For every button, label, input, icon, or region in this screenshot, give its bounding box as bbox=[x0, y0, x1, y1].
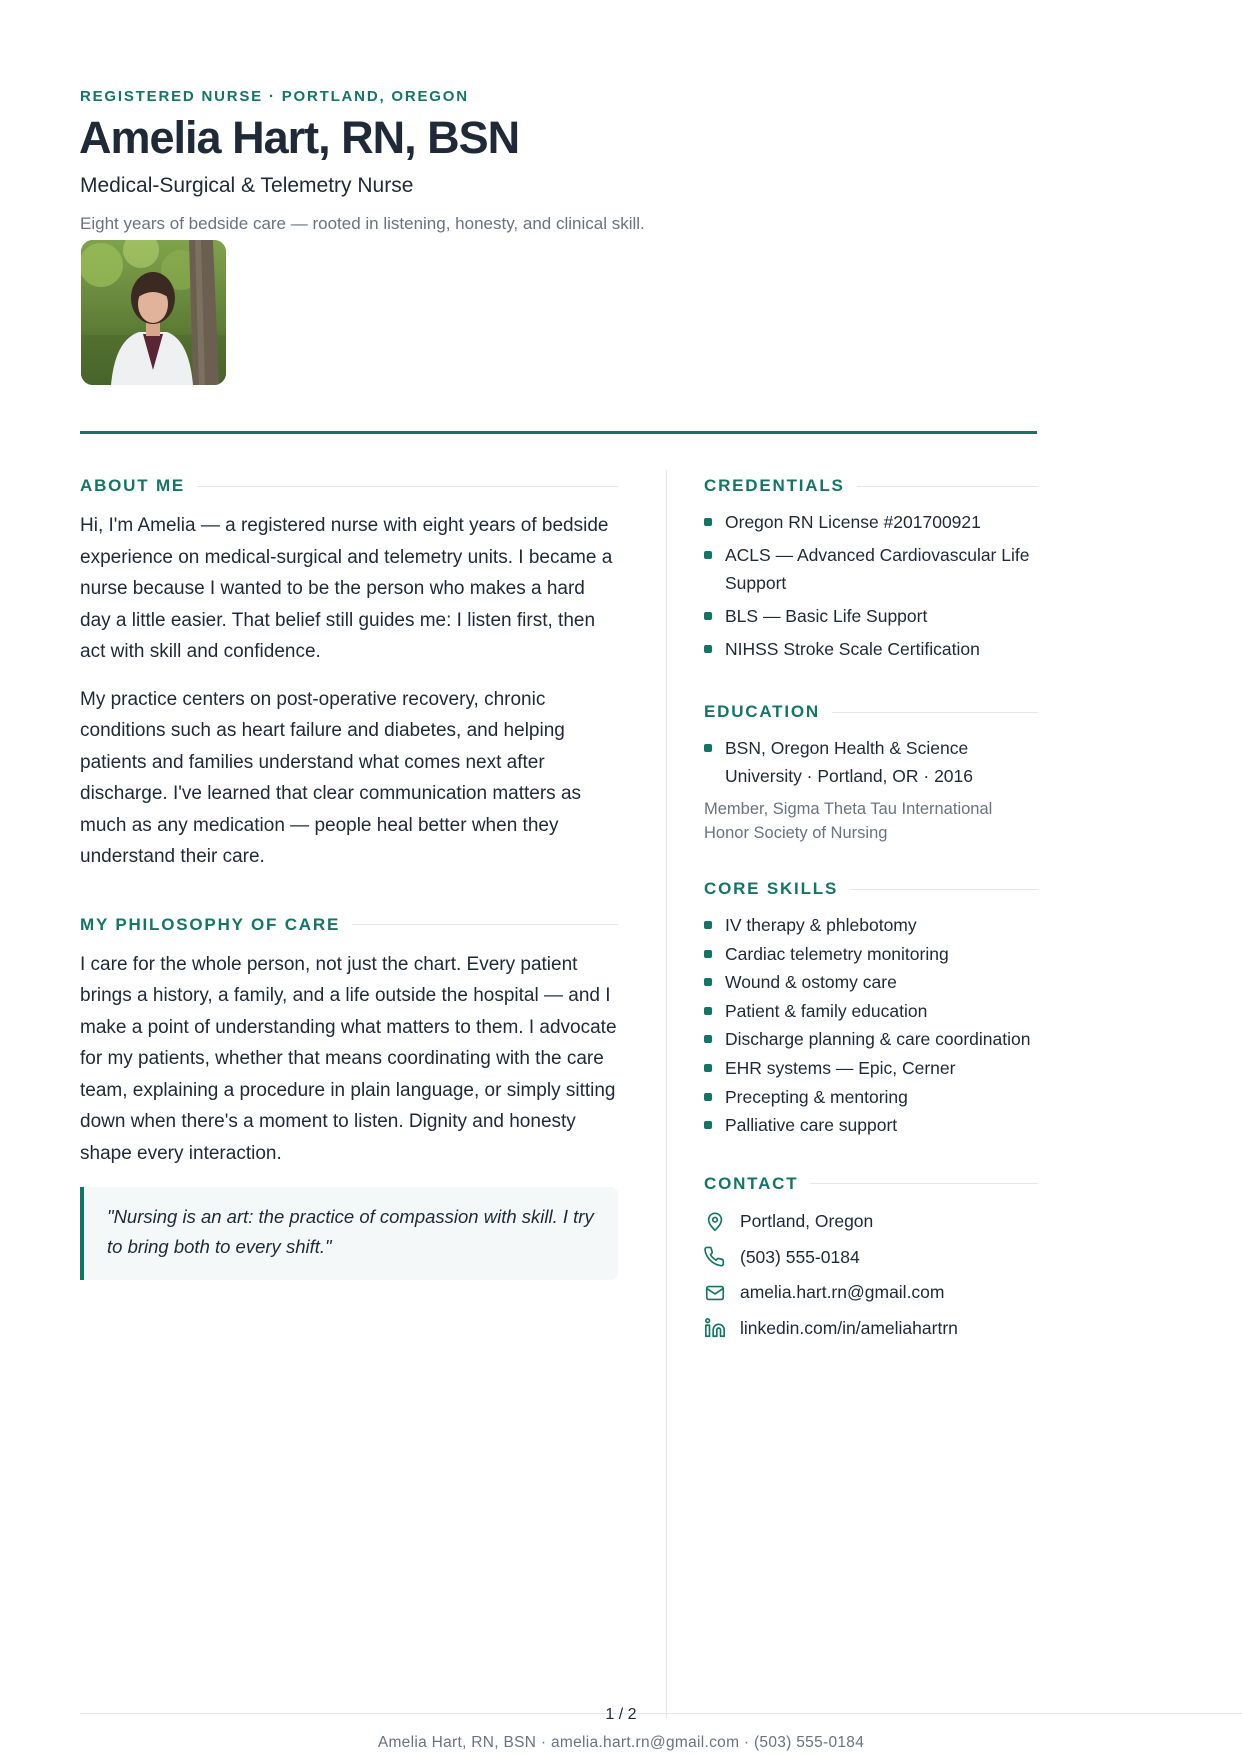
section-rule bbox=[832, 712, 1038, 713]
column-divider bbox=[666, 470, 667, 1718]
page-number: 1 / 2 bbox=[605, 1706, 637, 1723]
list-item-text: BSN, Oregon Health & Science University · Portland, OR · 2016 bbox=[725, 738, 974, 786]
list-item bbox=[704, 911, 1038, 939]
section-rule bbox=[352, 924, 618, 925]
list-item bbox=[704, 968, 1038, 996]
skills-list bbox=[704, 911, 1038, 1139]
bullet-icon bbox=[704, 1121, 712, 1129]
list-item-text: Patient & family education bbox=[725, 1000, 928, 1021]
bullet-icon bbox=[704, 921, 712, 929]
section-title-credentials: CREDENTIALS bbox=[704, 476, 845, 495]
section-rule bbox=[850, 889, 1038, 890]
header-divider bbox=[80, 431, 1037, 434]
candidate-tagline: Eight years of bedside care — rooted in listening, honesty, and clinical skill. bbox=[80, 214, 645, 233]
list-item bbox=[704, 734, 1038, 790]
list-item-text: EHR systems — Epic, Cerner bbox=[725, 1057, 956, 1078]
profile-photo-image bbox=[81, 240, 226, 385]
bullet-icon bbox=[704, 1035, 712, 1043]
mail-icon bbox=[704, 1282, 726, 1304]
list-item bbox=[704, 602, 1038, 630]
main-column bbox=[80, 470, 618, 1280]
sidebar-column bbox=[704, 470, 1038, 1346]
contact-email-text[interactable]: amelia.hart.rn@gmail.com bbox=[740, 1282, 945, 1302]
contact-phone[interactable] bbox=[704, 1239, 1038, 1275]
education-list bbox=[704, 734, 1038, 790]
section-title-philosophy: MY PHILOSOPHY OF CARE bbox=[80, 914, 341, 934]
philosophy-quote: "Nursing is an art: the practice of compassion with skill. I try to bring both to every shift." bbox=[80, 1187, 618, 1280]
contact-phone-text[interactable]: (503) 555-0184 bbox=[740, 1246, 860, 1267]
section-title-contact: CONTACT bbox=[704, 1173, 799, 1193]
about-paragraph-1: Hi, I'm Amelia — a registered nurse with eight years of bedside experience on medical-surgical and telemetry units. I became a nurse because I wanted to be the person who makes a hard day a little easier. That belief still guides me: I listen first, then act with skill and confidence. bbox=[80, 515, 613, 662]
bullet-icon bbox=[704, 1007, 712, 1015]
section-title-about: ABOUT ME bbox=[80, 476, 186, 495]
list-item bbox=[704, 541, 1038, 597]
list-item-text: BLS — Basic Life Support bbox=[725, 606, 928, 626]
section-rule bbox=[810, 1183, 1038, 1184]
contact-location-text: Portland, Oregon bbox=[740, 1211, 874, 1231]
list-item bbox=[704, 1083, 1038, 1111]
philosophy-paragraph: I care for the whole person, not just the chart. Every patient brings a history, a family, and a life outside the hospital — and I make a point of understanding what matters to them. I advocate for my patients, whether that means coordinating with the care team, explaining a procedure in plain language, or simply sitting down when there's a moment to listen. Dignity and honesty shape every interaction. bbox=[80, 953, 617, 1164]
section-credentials bbox=[704, 470, 1038, 502]
profile-photo bbox=[81, 240, 226, 385]
contact-linkedin[interactable] bbox=[704, 1310, 1038, 1346]
about-paragraph-2: My practice centers on post-operative recovery, chronic conditions such as heart failure and diabetes, and helping patients and families understand what comes next after discharge. I've learned that clear communication matters as much as any medication — people heal better when they understand their care. bbox=[80, 688, 582, 867]
section-about bbox=[80, 470, 618, 502]
bullet-icon bbox=[704, 950, 712, 958]
list-item bbox=[704, 1025, 1038, 1053]
list-item-text: Precepting & mentoring bbox=[725, 1086, 908, 1107]
bullet-icon bbox=[704, 1064, 712, 1072]
bullet-icon bbox=[704, 612, 712, 620]
list-item-text: NIHSS Stroke Scale Certification bbox=[725, 639, 980, 659]
phone-icon bbox=[704, 1246, 726, 1268]
bullet-icon bbox=[704, 1093, 712, 1101]
list-item-text: Discharge planning & care coordination bbox=[725, 1029, 1031, 1050]
bullet-icon bbox=[704, 518, 712, 526]
list-item bbox=[704, 1111, 1038, 1139]
bullet-icon bbox=[704, 551, 712, 559]
bullet-icon bbox=[704, 645, 712, 653]
bullet-icon bbox=[704, 978, 712, 986]
list-item-text: IV therapy & phlebotomy bbox=[725, 915, 917, 935]
contact-location bbox=[704, 1204, 1038, 1240]
list-item-text: Oregon RN License #201700921 bbox=[725, 512, 981, 532]
credentials-list bbox=[704, 508, 1038, 663]
section-rule bbox=[197, 486, 618, 487]
contact-email[interactable] bbox=[704, 1275, 1038, 1311]
header-eyebrow: REGISTERED NURSE · PORTLAND, OREGON bbox=[80, 88, 469, 105]
list-item bbox=[704, 508, 1038, 536]
contact-linkedin-text[interactable]: linkedin.com/in/ameliahartrn bbox=[740, 1317, 958, 1338]
list-item bbox=[704, 1054, 1038, 1082]
contact-list bbox=[704, 1204, 1038, 1346]
section-contact bbox=[704, 1168, 1038, 1200]
candidate-name: Amelia Hart, RN, BSN bbox=[79, 112, 520, 163]
linkedin-icon bbox=[704, 1317, 726, 1339]
candidate-role: Medical-Surgical & Telemetry Nurse bbox=[80, 174, 414, 197]
footer-text: Amelia Hart, RN, BSN · amelia.hart.rn@gmail.com · (503) 555-0184 bbox=[377, 1734, 865, 1751]
section-philosophy bbox=[80, 909, 618, 941]
education-note: Member, Sigma Theta Tau International Honor Society of Nursing bbox=[704, 800, 993, 842]
list-item-text: Palliative care support bbox=[725, 1115, 898, 1136]
section-title-skills: CORE SKILLS bbox=[704, 879, 839, 898]
list-item bbox=[704, 997, 1038, 1025]
section-education bbox=[704, 696, 1038, 728]
section-skills bbox=[704, 873, 1038, 905]
list-item-text: ACLS — Advanced Cardiovascular Life Support bbox=[725, 545, 1030, 593]
list-item bbox=[704, 940, 1038, 968]
list-item-text: Wound & ostomy care bbox=[725, 972, 897, 993]
map-pin-icon bbox=[704, 1211, 726, 1233]
section-title-education: EDUCATION bbox=[704, 702, 820, 721]
bullet-icon bbox=[704, 744, 712, 752]
list-item-text: Cardiac telemetry monitoring bbox=[725, 943, 949, 964]
list-item bbox=[704, 635, 1038, 663]
section-rule bbox=[857, 486, 1038, 487]
